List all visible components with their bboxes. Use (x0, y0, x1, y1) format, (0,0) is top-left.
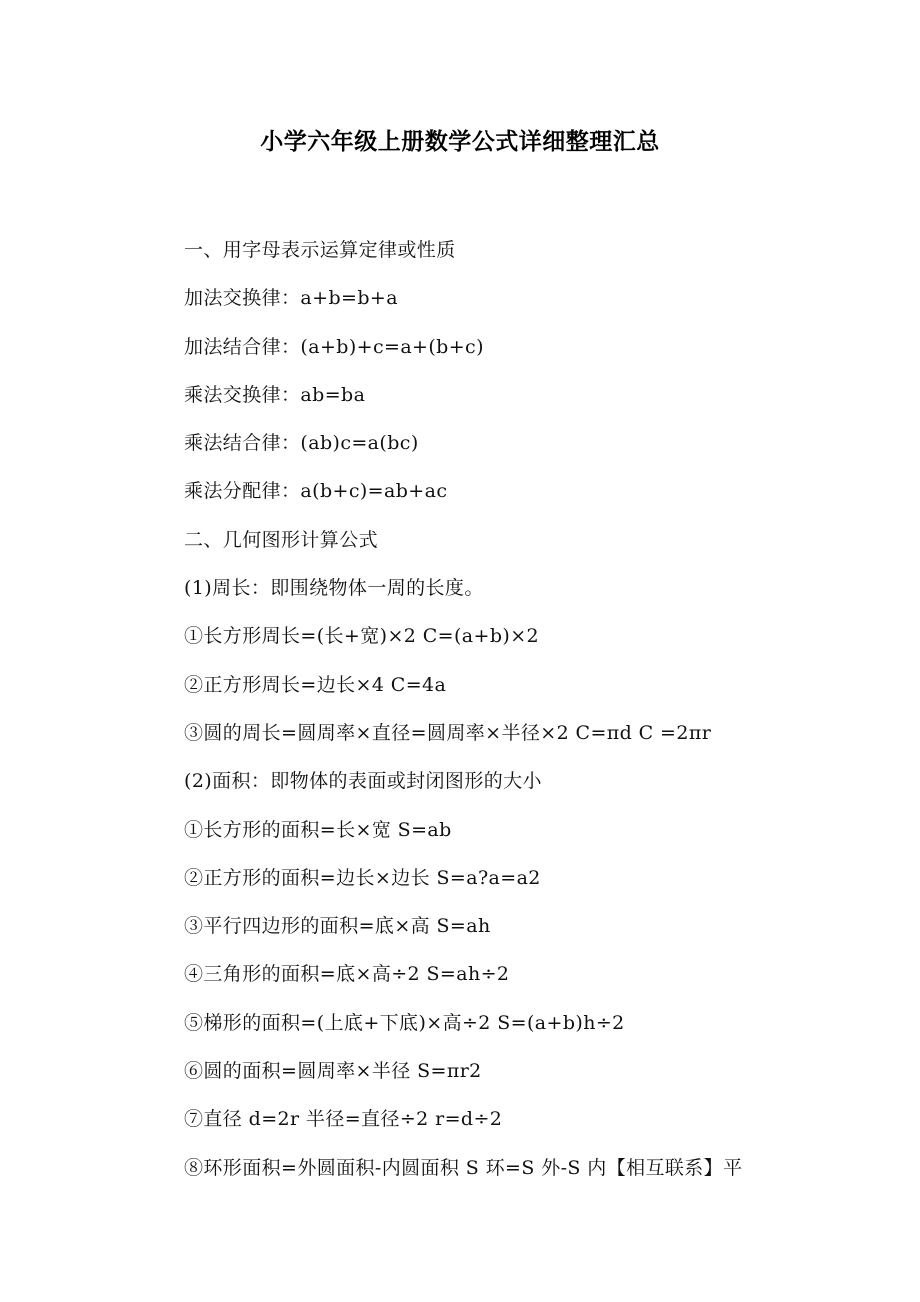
formula-line: ④三角形的面积=底×高÷2 S=ah÷2 (184, 963, 510, 986)
section-heading-operation-laws: 一、用字母表示运算定律或性质 (184, 239, 456, 261)
formula-line: 加法结合律：(a+b)+c=a+(b+c) (184, 335, 484, 358)
document-title: 小学六年级上册数学公式详细整理汇总 (260, 129, 660, 155)
formula-line: ①长方形周长=(长+宽)×2 C=(a+b)×2 (184, 625, 540, 648)
document-body (184, 234, 824, 1200)
formula-line: ⑤梯形的面积=(上底+下底)×高÷2 S=(a+b)h÷2 (184, 1011, 625, 1034)
formula-line: ③圆的周长=圆周率×直径=圆周率×半径×2 C=πd C =2πr (184, 721, 712, 744)
formula-line: 乘法交换律：ab=ba (184, 383, 366, 406)
formula-line: ⑧环形面积=外圆面积-内圆面积 S 环=S 外-S 内【相互联系】平 (184, 1156, 743, 1179)
subsection-heading-perimeter: (1)周长：即围绕物体一周的长度。 (184, 577, 484, 600)
formula-line: ②正方形的面积=边长×边长 S=a?a=a2 (184, 866, 541, 889)
formula-line: 乘法分配律：a(b+c)=ab+ac (184, 480, 448, 503)
subsection-heading-area: (2)面积：即物体的表面或封闭图形的大小 (184, 770, 542, 793)
formula-line: ③平行四边形的面积=底×高 S=ah (184, 915, 491, 938)
section-heading-geometry: 二、几何图形计算公式 (184, 528, 379, 551)
formula-line: 乘法结合律：(ab)c=a(bc) (184, 432, 419, 455)
formula-line: 加法交换律：a+b=b+a (184, 287, 398, 310)
formula-line: ⑦直径 d=2r 半径=直径÷2 r=d÷2 (184, 1108, 503, 1131)
formula-line: ①长方形的面积=长×宽 S=ab (184, 818, 452, 841)
formula-line: ⑥圆的面积=圆周率×半径 S=πr2 (184, 1060, 482, 1083)
formula-line: ②正方形周长=边长×4 C=4a (184, 673, 447, 696)
